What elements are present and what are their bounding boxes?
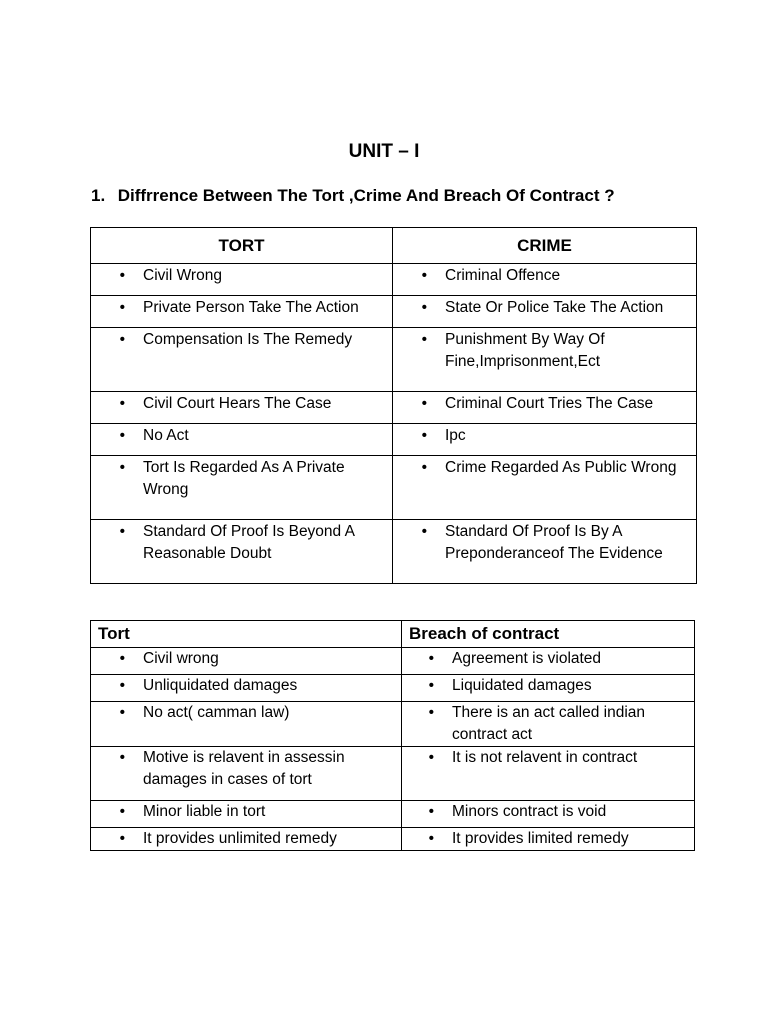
bullet-icon: • [421, 459, 427, 476]
cell-text: Ipc [445, 427, 466, 444]
cell-text: Unliquidated damages [143, 677, 298, 694]
cell-text: Private Person Take The Action [143, 299, 359, 316]
cell-text: Motive is relavent in assessin damages in cases of tort [143, 749, 345, 788]
table-cell [393, 264, 697, 296]
column-header-breach-of-contract: Breach of contract [402, 621, 695, 648]
bullet-icon: • [428, 650, 434, 667]
table-cell [393, 296, 697, 328]
table-row [91, 424, 697, 456]
bullet-icon: • [421, 267, 427, 284]
bullet-icon: • [119, 427, 125, 444]
cell-text: Standard Of Proof Is By A Preponderanceof The Evidence [445, 523, 663, 562]
question-title [91, 186, 615, 206]
cell-text: Agreement is violated [452, 650, 602, 667]
table-row [91, 702, 695, 747]
cell-text: Civil wrong [143, 650, 219, 667]
table-cell [402, 648, 695, 675]
bullet-icon: • [119, 830, 125, 847]
cell-text: Standard Of Proof Is Beyond A Reasonable Doubt [143, 523, 355, 562]
bullet-icon: • [428, 830, 434, 847]
cell-text: Criminal Offence [445, 267, 561, 284]
table-row [91, 828, 695, 851]
cell-text: No Act [143, 427, 189, 444]
cell-text: Compensation Is The Remedy [143, 331, 353, 348]
cell-text: Civil Court Hears The Case [143, 395, 332, 412]
bullet-icon: • [428, 749, 434, 766]
bullet-icon: • [119, 677, 125, 694]
cell-text: Criminal Court Tries The Case [445, 395, 654, 412]
cell-text: Liquidated damages [452, 677, 592, 694]
table-cell [91, 828, 402, 851]
bullet-icon: • [119, 299, 125, 316]
column-header-crime: CRIME [393, 228, 697, 264]
table-cell [91, 264, 393, 296]
bullet-icon: • [119, 267, 125, 284]
cell-text: Punishment By Way Of Fine,Imprisonment,Ect [445, 331, 605, 370]
bullet-icon: • [421, 523, 427, 540]
column-header-tort: Tort [91, 621, 402, 648]
table-cell [402, 702, 695, 747]
table-cell [91, 328, 393, 392]
bullet-icon: • [421, 427, 427, 444]
table-row [91, 264, 697, 296]
bullet-icon: • [119, 749, 125, 766]
cell-text: Minor liable in tort [143, 803, 266, 820]
table-row [91, 328, 697, 392]
table-row [91, 747, 695, 801]
cell-text: It is not relavent in contract [452, 749, 638, 766]
table-cell [91, 747, 402, 801]
bullet-icon: • [119, 331, 125, 348]
table-cell [91, 392, 393, 424]
bullet-icon: • [119, 650, 125, 667]
table-cell [393, 328, 697, 392]
cell-text: It provides unlimited remedy [143, 830, 337, 847]
question-number: 1. [91, 186, 106, 205]
table-row [91, 675, 695, 702]
table-cell [91, 648, 402, 675]
table-cell [91, 801, 402, 828]
table-row [91, 456, 697, 520]
table-cell [393, 520, 697, 584]
bullet-icon: • [119, 523, 125, 540]
unit-heading: UNIT – I [348, 141, 420, 162]
cell-text: No act( camman law) [143, 704, 290, 721]
table-row [91, 648, 695, 675]
cell-text: Crime Regarded As Public Wrong [445, 459, 677, 476]
table-cell [393, 392, 697, 424]
bullet-icon: • [119, 395, 125, 412]
table-header-row [91, 228, 697, 264]
table-cell [402, 828, 695, 851]
bullet-icon: • [428, 677, 434, 694]
table-header-row [91, 621, 695, 648]
bullet-icon: • [428, 704, 434, 721]
table-cell [91, 424, 393, 456]
table-row [91, 801, 695, 828]
tort-vs-crime-table [90, 227, 697, 584]
cell-text: Minors contract is void [452, 803, 607, 820]
bullet-icon: • [421, 395, 427, 412]
bullet-icon: • [421, 331, 427, 348]
bullet-icon: • [428, 803, 434, 820]
table-cell [91, 520, 393, 584]
table-cell [91, 296, 393, 328]
table-cell [393, 424, 697, 456]
bullet-icon: • [119, 459, 125, 476]
cell-text: Civil Wrong [143, 267, 222, 284]
table-cell [91, 456, 393, 520]
table-cell [393, 456, 697, 520]
table-cell [402, 675, 695, 702]
cell-text: State Or Police Take The Action [445, 299, 664, 316]
table-cell [402, 747, 695, 801]
bullet-icon: • [421, 299, 427, 316]
tort-vs-contract-table [90, 620, 695, 851]
question-text: Diffrrence Between The Tort ,Crime And Breach Of Contract ? [117, 186, 615, 205]
cell-text: Tort Is Regarded As A Private Wrong [143, 459, 345, 498]
table-row [91, 520, 697, 584]
bullet-icon: • [119, 803, 125, 820]
table-cell [402, 801, 695, 828]
table-cell [91, 702, 402, 747]
table-cell [91, 675, 402, 702]
table-row [91, 296, 697, 328]
column-header-tort: TORT [91, 228, 393, 264]
cell-text: There is an act called indian contract act [452, 704, 646, 743]
cell-text: It provides limited remedy [452, 830, 629, 847]
bullet-icon: • [119, 704, 125, 721]
table-row [91, 392, 697, 424]
